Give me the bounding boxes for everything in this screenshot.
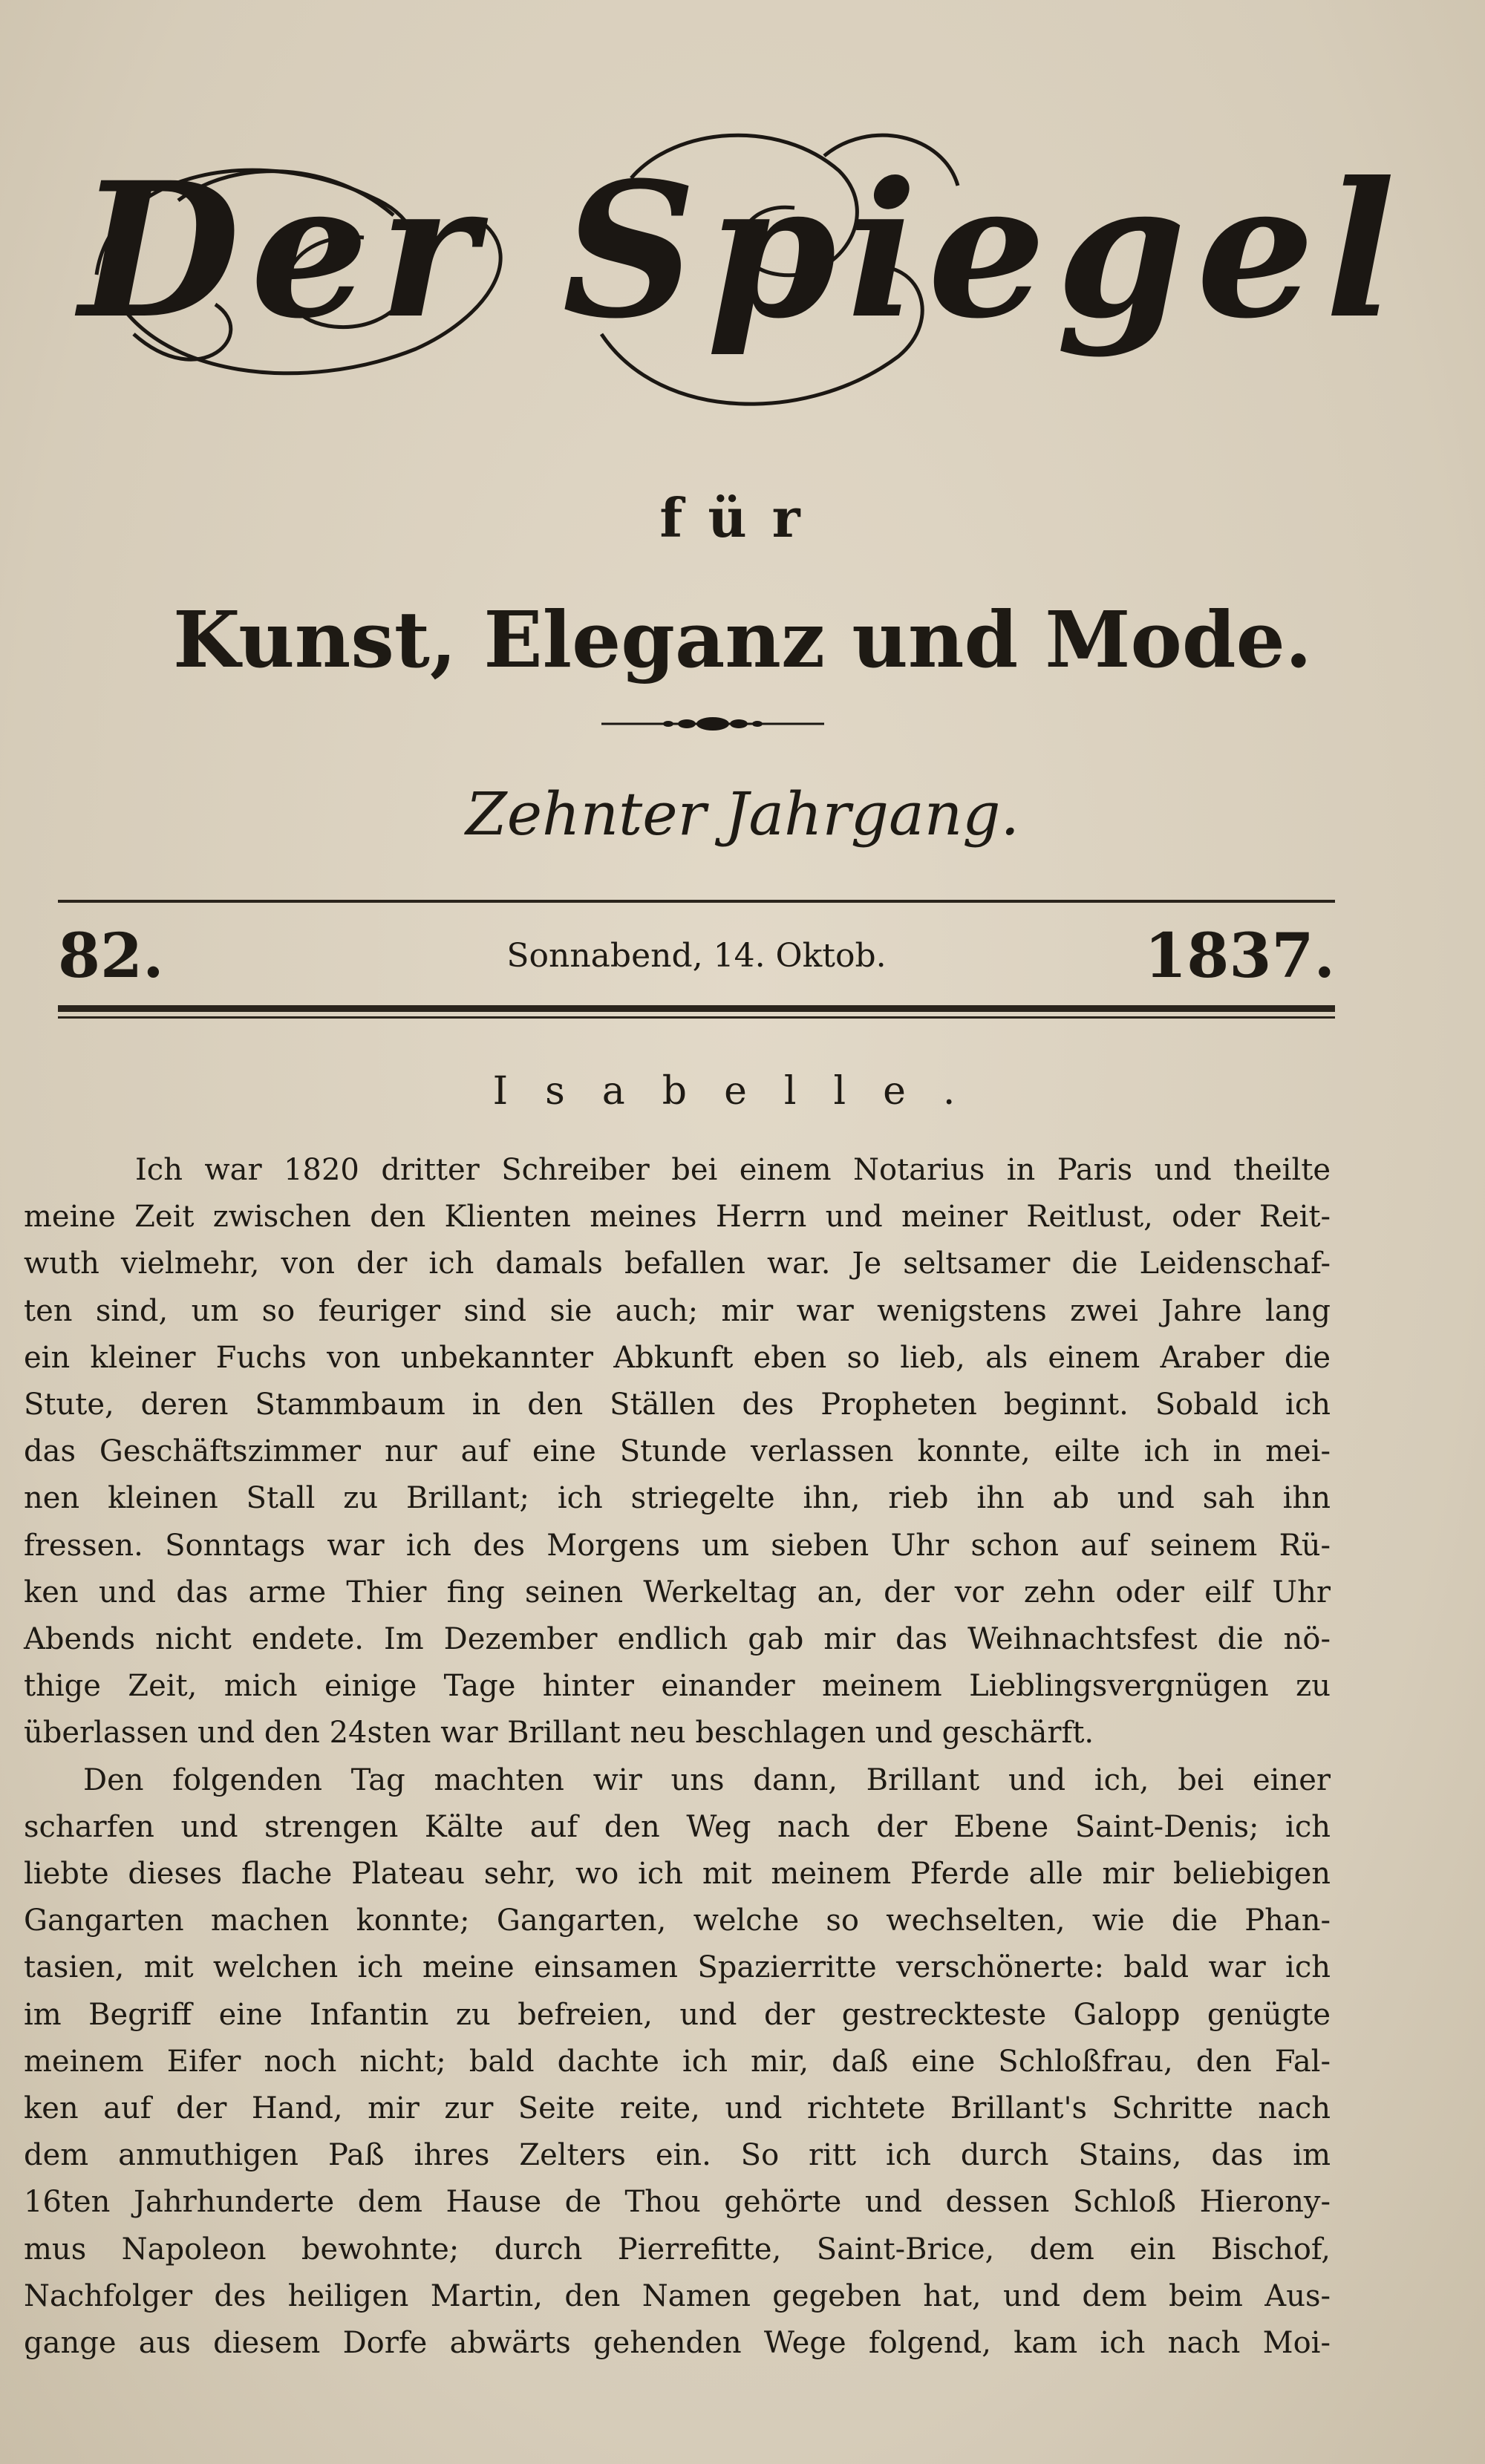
newspaper-title: Der Spiegel: [79, 141, 1406, 359]
text-line: Gangarten machen konnte; Gangarten, welche so wechselten, wie die Phan-: [24, 1903, 1331, 1938]
issue-date: Sonnabend, 14. Oktob.: [506, 937, 887, 975]
text-line: ein kleiner Fuchs von unbekannter Abkunft eben so lieb, als einem Araber die: [24, 1340, 1331, 1375]
header-rule-thin: [58, 1016, 1335, 1019]
article-title: Isabelle.: [492, 1069, 993, 1114]
text-line: mus Napoleon bewohnte; durch Pierrefitte, Saint-Brice, dem ein Bischof,: [24, 2232, 1331, 2267]
text-line: Ich war 1820 dritter Schreiber bei einem Notarius in Paris und theilte: [135, 1153, 1331, 1187]
text-line: Stute, deren Stammbaum in den Ställen des Propheten beginnt. Sobald ich: [24, 1388, 1331, 1422]
article-body: [24, 1147, 1331, 2367]
text-line: das Geschäftszimmer nur auf eine Stunde verlassen konnte, eilte ich in mei-: [24, 1434, 1331, 1469]
issue-year: 1837.: [1144, 921, 1335, 992]
text-line: 16ten Jahrhunderte dem Hause de Thou gehörte und dessen Schloß Hierony-: [24, 2185, 1331, 2220]
header-rule: [58, 900, 1335, 903]
volume-label: Zehnter Jahrgang.: [466, 780, 1019, 849]
text-line: dem anmuthigen Paß ihres Zelters ein. So ritt ich durch Stains, das im: [24, 2138, 1331, 2173]
divider-ornament: [601, 713, 824, 735]
text-line: gange aus diesem Dorfe abwärts gehenden Wege folgend, kam ich nach Moi-: [24, 2326, 1331, 2361]
header-rule-thick: [58, 1005, 1335, 1012]
text-line: meinem Eifer noch nicht; bald dachte ich mir, daß eine Schloßfrau, den Fal-: [24, 2044, 1331, 2079]
text-line: ten sind, um so feuriger sind sie auch; mir war wenigstens zwei Jahre lang: [24, 1293, 1331, 1328]
text-line: liebte dieses flache Plateau sehr, wo ich mit meinem Pferde alle mir beliebigen: [24, 1857, 1331, 1892]
text-line: nen kleinen Stall zu Brillant; ich striegelte ihn, rieb ihn ab und sah ihn: [24, 1481, 1331, 1516]
text-line: ken und das arme Thier fing seinen Werkeltag an, der vor zehn oder eilf Uhr: [24, 1575, 1331, 1610]
text-line: Nachfolger des heiligen Martin, den Namen gegeben hat, und dem beim Aus-: [24, 2278, 1331, 2313]
text-line: thige Zeit, mich einige Tage hinter einander meinem Lieblingsvergnügen zu: [24, 1669, 1331, 1704]
text-line: tasien, mit welchen ich meine einsamen Spazierritte verschönerte: bald war ich: [24, 1950, 1331, 1985]
text-line: ken auf der Hand, mir zur Seite reite, und richtete Brillant's Schritte nach: [24, 2091, 1331, 2126]
text-line: überlassen und den 24sten war Brillant neu beschlagen und geschärft.: [24, 1716, 1094, 1751]
text-line: meine Zeit zwischen den Klienten meines Herrn und meiner Reitlust, oder Reit-: [24, 1200, 1331, 1235]
issue-line: [58, 921, 1335, 992]
title-connector: für: [659, 486, 826, 549]
text-line: Abends nicht endete. Im Dezember endlich gab mir das Weihnachtsfest die nö-: [24, 1622, 1331, 1657]
issue-number: 82.: [58, 921, 164, 992]
text-line: wuth vielmehr, von der ich damals befallen war. Je seltsamer die Leidenschaf-: [24, 1246, 1331, 1281]
text-line: scharfen und strengen Kälte auf den Weg nach der Ebene Saint-Denis; ich: [24, 1809, 1331, 1844]
text-line: Den folgenden Tag machten wir uns dann, Brillant und ich, bei einer: [83, 1762, 1331, 1797]
newspaper-subtitle: Kunst, Eleganz und Mode.: [173, 594, 1312, 685]
text-line: im Begriff eine Infantin zu befreien, und der gestreckteste Galopp genügte: [24, 1997, 1331, 2032]
text-line: fressen. Sonntags war ich des Morgens um sieben Uhr schon auf seinem Rü-: [24, 1528, 1331, 1563]
